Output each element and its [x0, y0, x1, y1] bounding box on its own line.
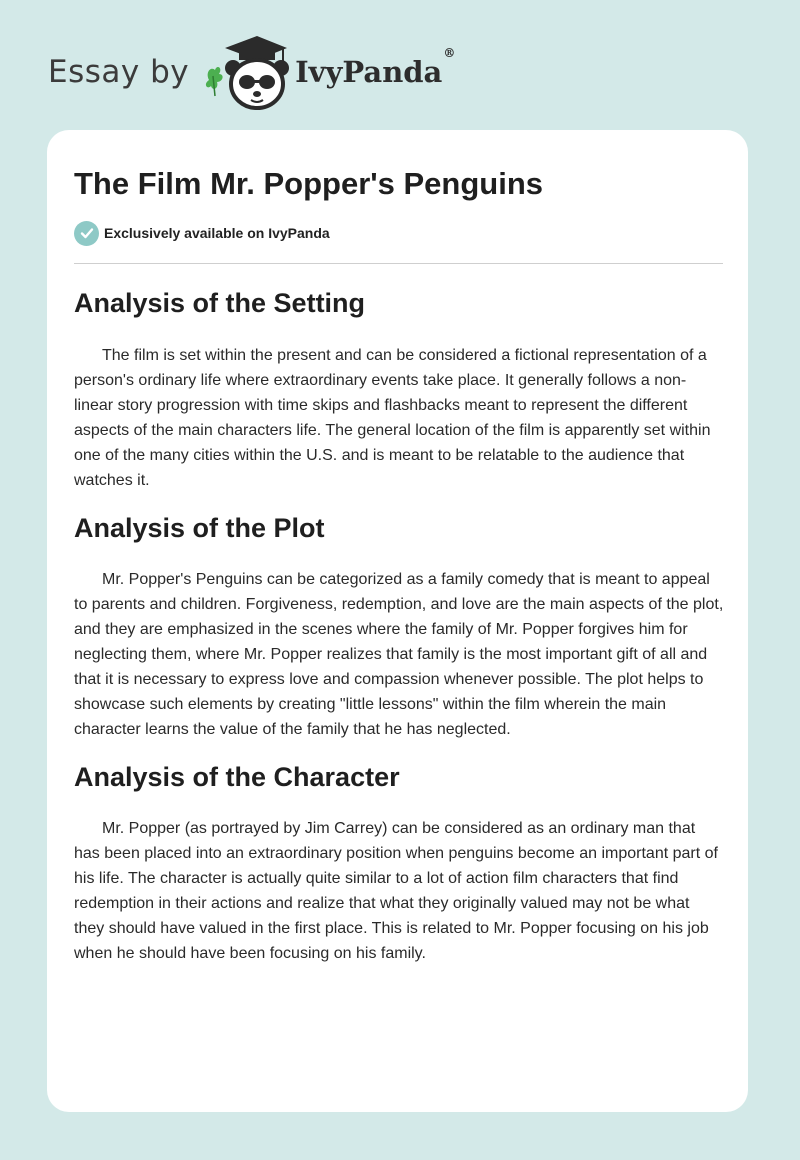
- section-paragraph: Mr. Popper's Penguins can be categorized as a family comedy that is meant to appeal to parents and children. Forgiveness, redemption, and love are the main aspects of the plot, and they are emphasized in the scenes where the family of Mr. Popper forgives him for neglecting them, where Mr. Popper realizes that family is the most important gift of all and that it is necessary to express love and compassion whenever possible. The plot helps to showcase such elements by creating "little lessons" within the film wherein the main character learns the value of the family that he has neglected.: [74, 571, 724, 738]
- section-character: [74, 760, 724, 966]
- section-heading: Analysis of the Character: [74, 762, 400, 792]
- section-paragraph: Mr. Popper (as portrayed by Jim Carrey) can be considered as an ordinary man that has been placed into an extraordinary position when penguins become an important part of his life. The character is actually quite similar to a lot of action film characters that find redemption in their actions and realize that what they originally valued may not be what they should have valued in the first place. This is related to Mr. Popper focusing on his job when he should have been focusing on his family.: [74, 820, 718, 962]
- section-paragraph: The film is set within the present and can be considered a fictional representation of a person's ordinary life where extraordinary events take place. It generally follows a non-linear story progression with time skips and flashbacks meant to represent the different aspects of the main characters life. The general location of the film is apparently set within one of the many cities within the U.S. and is meant to be relatable to the audience that watches it.: [74, 347, 711, 489]
- essay-card: [47, 130, 748, 1112]
- section-plot: [74, 511, 724, 742]
- exclusive-badge-label: Exclusively available on IvyPanda: [104, 225, 330, 241]
- site-header: [48, 32, 455, 112]
- essay-content: [74, 130, 724, 966]
- title-divider: [74, 263, 723, 264]
- brand-text: IvyPanda: [295, 55, 443, 89]
- section-setting: [74, 286, 724, 493]
- section-heading: Analysis of the Setting: [74, 288, 366, 318]
- check-circle-icon: [74, 221, 99, 246]
- panda-graduate-logo-icon[interactable]: [203, 32, 291, 112]
- section-heading: Analysis of the Plot: [74, 513, 325, 543]
- exclusive-badge: [74, 220, 724, 246]
- page-title: The Film Mr. Popper's Penguins: [74, 166, 543, 201]
- essay-by-label: Essay by: [48, 54, 190, 90]
- brand-name[interactable]: [295, 46, 456, 89]
- registered-mark: ®: [443, 46, 456, 61]
